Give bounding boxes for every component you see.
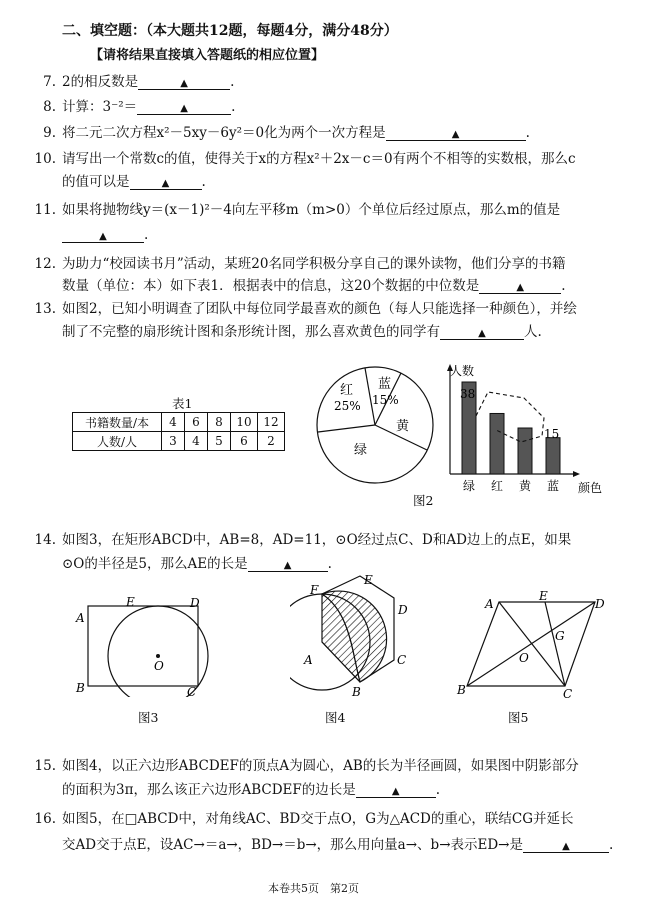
question-text: 交AD交于点E，设AC→＝a→，BD→＝b→，那么用向量a→、b→表示ED→是	[62, 837, 523, 853]
question-text: 计算：3⁻²＝	[62, 99, 138, 115]
question-10-cont	[62, 173, 206, 191]
question-15	[0, 757, 579, 775]
question-end: .	[230, 74, 235, 90]
question-text: 数量（单位：本）如下表1．根据表中的信息，这20个数据的中位数是	[62, 278, 480, 294]
figure-5-caption: 图5	[508, 710, 529, 725]
point-label: A	[304, 653, 313, 667]
pie-label-blue: 蓝	[378, 377, 392, 392]
question-end: .	[561, 278, 566, 294]
cell: 5	[208, 432, 231, 451]
question-number: 7.	[43, 74, 56, 90]
triangle-icon: ▲	[451, 129, 460, 140]
question-number: 14.	[34, 532, 56, 548]
point-label: A	[76, 611, 85, 625]
point-label: A	[485, 597, 494, 611]
cell: 8	[208, 413, 231, 432]
question-end: .	[327, 556, 332, 572]
answer-blank[interactable]	[130, 173, 202, 190]
question-number: 9.	[43, 125, 56, 141]
question-13	[0, 300, 577, 318]
dashed-region	[476, 392, 544, 442]
point-label: B	[352, 685, 361, 699]
section-note: 【请将结果直接填入答题纸的相应位置】	[90, 48, 325, 63]
figure-5	[455, 590, 615, 700]
question-end: .	[231, 99, 236, 115]
question-16	[0, 810, 574, 828]
table-caption: 表1	[172, 396, 193, 411]
question-13-cont	[62, 323, 542, 341]
figure-4-caption: 图4	[325, 710, 346, 725]
point-label: C	[187, 685, 197, 697]
question-end: 人.	[524, 324, 542, 340]
x-axis-label: 颜色	[578, 481, 603, 495]
answer-blank[interactable]	[62, 226, 144, 243]
pie-label-blue-pct: 15%	[372, 393, 399, 407]
triangle-icon: ▲	[161, 178, 170, 189]
cell: 6	[185, 413, 208, 432]
question-number: 8.	[43, 99, 56, 115]
question-9	[0, 124, 530, 142]
page-footer: 本卷共5页 第2页	[268, 882, 359, 895]
question-number: 16.	[34, 811, 56, 827]
question-text: 如图3，在矩形ABCD中，AB=8，AD=11，⊙O经过点C、D和AD边上的点E，如果	[62, 532, 572, 548]
question-16-cont	[62, 836, 613, 854]
category-label: 红	[491, 479, 504, 493]
bar-data-label-15: 15	[544, 427, 560, 441]
cell: 12	[258, 413, 285, 432]
question-text: 制了不完整的扇形统计图和条形统计图，那么喜欢黄色的同学有	[62, 324, 440, 340]
question-11-cont	[62, 226, 148, 244]
cell: 10	[231, 413, 258, 432]
triangle-icon: ▲	[516, 282, 525, 293]
category-label: 黄	[519, 479, 532, 493]
answer-blank[interactable]	[138, 73, 230, 90]
table-row	[73, 413, 285, 432]
triangle-icon: ▲	[180, 78, 188, 89]
question-end: .	[201, 174, 206, 190]
point-label: D	[190, 596, 200, 610]
triangle-icon: ▲	[99, 231, 107, 242]
question-14	[0, 531, 571, 549]
question-text: 的面积为3π，那么该正六边形ABCDEF的边长是	[62, 782, 356, 798]
question-text: 的值可以是	[62, 174, 130, 190]
pie-label-green: 绿	[354, 443, 368, 458]
figure-4	[290, 572, 420, 702]
question-12-cont	[62, 277, 566, 295]
bar-蓝	[546, 438, 560, 474]
row-label: 书籍数量/本	[73, 413, 162, 432]
question-end: .	[525, 125, 530, 141]
bar-红	[490, 413, 504, 474]
question-14-cont	[62, 555, 332, 573]
point-label: O	[154, 659, 164, 673]
question-number: 12.	[34, 256, 56, 272]
y-axis-label: 人数	[450, 364, 475, 378]
bar-黄	[518, 428, 532, 474]
question-10	[0, 150, 576, 168]
question-text: 如图5，在□ABCD中，对角线AC、BD交于点O，G为△ACD的重心，联结CG并延长	[62, 811, 574, 827]
category-label: 绿	[463, 479, 476, 493]
question-8	[0, 98, 235, 116]
answer-blank[interactable]	[523, 836, 609, 853]
point-label: G	[555, 629, 565, 643]
triangle-icon: ▲	[283, 560, 292, 571]
question-text: 将二元二次方程x²－5xy－6y²＝0化为两个一次方程是	[62, 125, 386, 141]
pie-label-yellow: 黄	[396, 419, 410, 434]
question-text: 为助力“校园读书月”活动，某班20名同学积极分享自己的课外读物，他们分享的书籍	[62, 256, 566, 272]
cell: 3	[162, 432, 185, 451]
bar-data-label-38: 38	[460, 387, 476, 401]
bar-chart	[436, 362, 612, 496]
answer-blank[interactable]	[440, 323, 524, 340]
pie-label-red: 红	[340, 383, 354, 398]
question-text: 如图2，已知小明调查了团队中每位同学最喜欢的颜色（每人只能选择一种颜色），并绘	[62, 301, 577, 317]
question-end: .	[435, 782, 441, 798]
question-12	[0, 255, 565, 273]
point-label: D	[595, 597, 605, 611]
triangle-icon: ▲	[478, 328, 486, 339]
point-label: E	[126, 595, 135, 609]
category-label: 蓝	[547, 479, 560, 493]
table-1	[72, 412, 285, 451]
figure-3	[70, 592, 220, 697]
point-label: E	[539, 590, 548, 603]
figure-2-caption: 图2	[413, 493, 434, 508]
answer-blank[interactable]	[479, 277, 561, 294]
table-row	[73, 432, 285, 451]
point-label: F	[310, 583, 319, 597]
question-number: 10.	[34, 151, 56, 167]
question-text: 2的相反数是	[62, 74, 139, 90]
triangle-icon: ▲	[391, 786, 400, 797]
point-label: D	[398, 603, 408, 617]
question-number: 11.	[34, 202, 56, 218]
question-text: ⊙O的半径是5，那么AE的长是	[62, 556, 248, 572]
answer-blank[interactable]	[356, 781, 436, 798]
pie-chart	[312, 362, 442, 492]
question-11	[0, 201, 560, 219]
section-heading: 二、填空题：（本大题共12题，每题4分，满分48分）	[62, 23, 398, 39]
triangle-icon: ▲	[562, 841, 570, 852]
cell: 6	[231, 432, 258, 451]
point-label: C	[397, 653, 407, 667]
question-number: 15.	[34, 758, 56, 774]
question-text: 如果将抛物线y＝(x－1)²－4向左平移m（m>0）个单位后经过原点，那么m的值是	[62, 202, 561, 218]
question-number: 13.	[34, 301, 56, 317]
point-label: E	[364, 573, 373, 587]
question-7	[0, 73, 234, 91]
answer-blank[interactable]	[386, 124, 526, 141]
pie-label-red-pct: 25%	[334, 399, 361, 413]
question-15-cont	[62, 781, 440, 799]
point-label: B	[76, 681, 85, 695]
row-label: 人数/人	[73, 432, 162, 451]
figure-3-caption: 图3	[138, 710, 159, 725]
point-label: O	[519, 651, 529, 665]
answer-blank[interactable]	[137, 98, 231, 115]
question-end: .	[144, 227, 149, 243]
answer-blank[interactable]	[248, 555, 328, 572]
question-text: 如图4，以正六边形ABCDEF的顶点A为圆心，AB的长为半径画圆，如果图中阴影部分	[62, 758, 579, 774]
cell: 4	[185, 432, 208, 451]
cell: 2	[258, 432, 285, 451]
point-label: B	[457, 683, 466, 697]
point-label: C	[563, 687, 573, 700]
question-end: .	[609, 837, 614, 853]
cell: 4	[162, 413, 185, 432]
question-text: 请写出一个常数c的值，使得关于x的方程x²＋2x－c＝0有两个不相等的实数根，那么c	[62, 151, 576, 167]
triangle-icon: ▲	[180, 103, 188, 114]
